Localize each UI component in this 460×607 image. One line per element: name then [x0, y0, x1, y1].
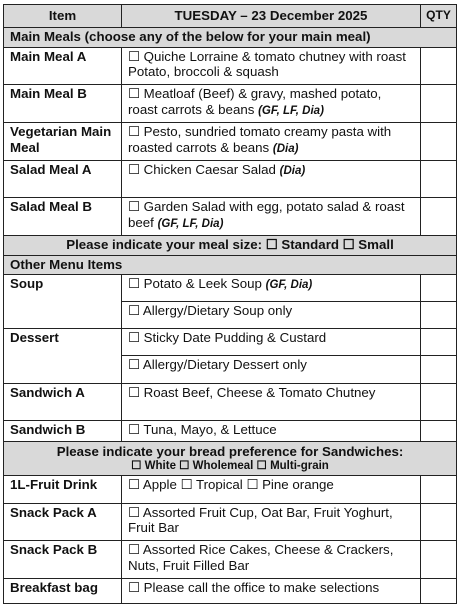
snack-pack-b-option[interactable]: ☐ Assorted Rice Cakes, Cheese & Crackers, Nuts, Fruit Filled Bar — [122, 541, 421, 579]
allergy-soup-option[interactable]: ☐ Allergy/Dietary Soup only — [122, 302, 421, 329]
main-meal-a-qty[interactable] — [421, 47, 457, 85]
vegetarian-main-meal-qty[interactable] — [421, 123, 457, 161]
soup-qty[interactable] — [421, 274, 457, 301]
main-meal-b-qty[interactable] — [421, 85, 457, 123]
soup-option[interactable]: ☐ Potato & Leek Soup (GF, Dia) — [122, 274, 421, 301]
menu-order-form — [3, 4, 457, 604]
sandwich-a-label: Sandwich A — [4, 383, 122, 421]
salad-meal-b-qty[interactable] — [421, 198, 457, 236]
vegetarian-main-meal-option[interactable]: ☐ Pesto, sundried tomato creamy pasta with roasted carrots & beans (Dia) — [122, 123, 421, 161]
dessert-option[interactable]: ☐ Sticky Date Pudding & Custard — [122, 329, 421, 356]
sandwich-b-qty[interactable] — [421, 421, 457, 442]
sandwich-a-qty[interactable] — [421, 383, 457, 421]
salad-meal-b-label: Salad Meal B — [4, 198, 122, 236]
snack-pack-b-qty[interactable] — [421, 541, 457, 579]
sandwich-a-option[interactable]: ☐ Roast Beef, Cheese & Tomato Chutney — [122, 383, 421, 421]
snack-pack-a-label: Snack Pack A — [4, 503, 122, 541]
sandwich-b-option[interactable]: ☐ Tuna, Mayo, & Lettuce — [122, 421, 421, 442]
soup-label: Soup — [4, 274, 122, 328]
dietary-tag: (Dia) — [272, 142, 299, 155]
bread-preference[interactable] — [4, 441, 457, 475]
other-items-section-title: Other Menu Items — [4, 255, 457, 274]
sandwich-b-label: Sandwich B — [4, 421, 122, 442]
main-meal-b-label: Main Meal B — [4, 85, 122, 123]
dessert-label: Dessert — [4, 329, 122, 383]
breakfast-bag-option[interactable]: ☐ Please call the office to make selections — [122, 578, 421, 603]
dietary-tag: (GF, LF, Dia) — [258, 104, 324, 117]
dessert-qty[interactable] — [421, 329, 457, 356]
bread-preference-options[interactable]: ☐ White ☐ Wholemeal ☐ Multi-grain — [131, 459, 329, 472]
main-meal-b-option[interactable]: ☐ Meatloaf (Beef) & gravy, mashed potato, roast carrots & beans (GF, LF, Dia) — [122, 85, 421, 123]
salad-meal-b-option[interactable]: ☐ Garden Salad with egg, potato salad & roast beef (GF, LF, Dia) — [122, 198, 421, 236]
fruit-drink-qty[interactable] — [421, 476, 457, 503]
main-meal-a-label: Main Meal A — [4, 47, 122, 85]
bread-preference-title: Please indicate your bread preference for Sandwiches: — [56, 444, 404, 460]
salad-meal-a-label: Salad Meal A — [4, 160, 122, 198]
fruit-drink-label: 1L-Fruit Drink — [4, 476, 122, 503]
dietary-tag: (Dia) — [279, 164, 306, 177]
dietary-tag: (GF, LF, Dia) — [157, 217, 224, 230]
snack-pack-a-qty[interactable] — [421, 503, 457, 541]
meal-size-selector[interactable]: Please indicate your meal size: ☐ Standard ☐ Small — [4, 235, 457, 255]
header-qty: QTY — [421, 5, 457, 28]
snack-pack-b-label: Snack Pack B — [4, 541, 122, 579]
salad-meal-a-option[interactable]: ☐ Chicken Caesar Salad (Dia) — [122, 160, 421, 198]
allergy-dessert-option[interactable]: ☐ Allergy/Dietary Dessert only — [122, 356, 421, 383]
main-meal-a-option[interactable]: ☐ Quiche Lorraine & tomato chutney with roast Potato, broccoli & squash — [122, 47, 421, 85]
breakfast-bag-label: Breakfast bag — [4, 578, 122, 603]
snack-pack-a-option[interactable]: ☐ Assorted Fruit Cup, Oat Bar, Fruit Yoghurt, Fruit Bar — [122, 503, 421, 541]
breakfast-bag-qty[interactable] — [421, 578, 457, 603]
dietary-tag: (GF, Dia) — [265, 278, 313, 291]
main-meals-section-title: Main Meals (choose any of the below for your main meal) — [4, 27, 457, 47]
header-date: TUESDAY – 23 December 2025 — [122, 5, 421, 28]
header-item: Item — [4, 5, 122, 28]
fruit-drink-option[interactable]: ☐ Apple ☐ Tropical ☐ Pine orange — [122, 476, 421, 503]
salad-meal-a-qty[interactable] — [421, 160, 457, 198]
allergy-dessert-qty[interactable] — [421, 356, 457, 383]
vegetarian-main-meal-label: Vegetarian Main Meal — [4, 123, 122, 161]
allergy-soup-qty[interactable] — [421, 302, 457, 329]
